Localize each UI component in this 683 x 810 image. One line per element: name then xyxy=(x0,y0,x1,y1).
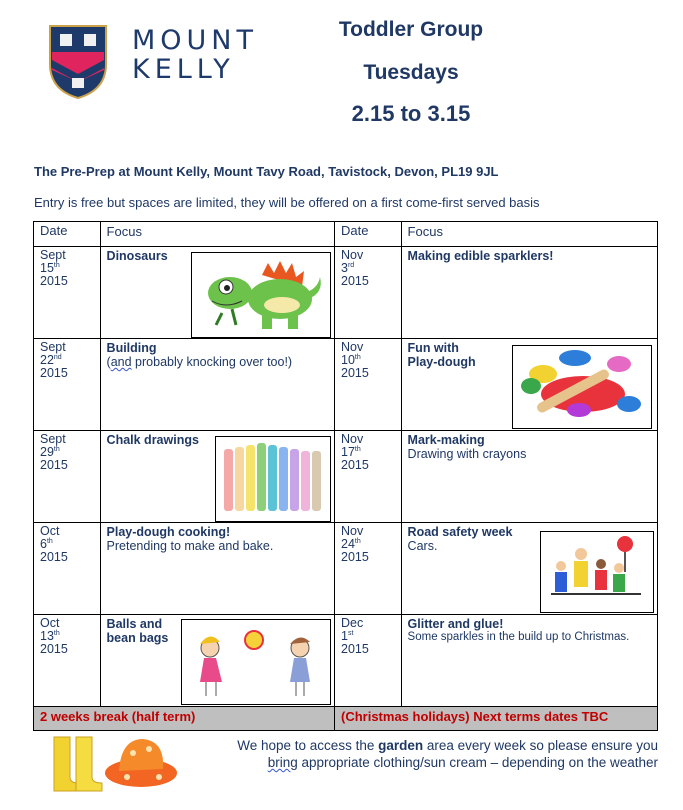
date-month: Oct xyxy=(40,524,60,538)
boots-image xyxy=(48,733,108,798)
date-cell xyxy=(335,339,402,431)
playdough-image xyxy=(512,345,652,429)
focus-note: Cars. xyxy=(407,539,438,553)
dinosaur-image xyxy=(191,252,331,338)
page-title: Toddler Group xyxy=(338,18,484,41)
focus-title: Balls and xyxy=(106,617,163,631)
date-day: 17th xyxy=(341,445,361,459)
schedule-table xyxy=(33,221,658,731)
date-year: 2015 xyxy=(40,274,68,288)
focus-cell xyxy=(401,247,657,339)
date-year: 2015 xyxy=(40,550,68,564)
focus-title-2: bean bags xyxy=(106,631,169,645)
focus-cell xyxy=(100,615,334,707)
logo-line2: KELLY xyxy=(132,54,235,85)
col-header-date-2: Date xyxy=(335,222,402,247)
sun-hat-image xyxy=(103,733,179,794)
focus-title: Fun with xyxy=(407,341,459,355)
date-year: 2015 xyxy=(40,366,68,380)
date-month: Nov xyxy=(341,248,364,262)
date-month: Nov xyxy=(341,340,364,354)
table-row xyxy=(34,431,658,523)
focus-title: Dinosaurs xyxy=(106,249,168,263)
date-month: Sept xyxy=(40,340,66,354)
road-safety-image xyxy=(540,531,654,613)
date-month: Nov xyxy=(341,432,364,446)
table-row xyxy=(34,523,658,615)
half-term-note: 2 weeks break (half term) xyxy=(34,707,335,731)
focus-title: Mark-making xyxy=(407,433,485,447)
date-cell xyxy=(34,615,101,707)
holidays-note: (Christmas holidays) Next terms dates TBC xyxy=(335,707,658,731)
date-day: 15th xyxy=(40,261,60,275)
date-cell xyxy=(335,431,402,523)
focus-title: Building xyxy=(106,341,157,355)
focus-cell xyxy=(401,523,657,615)
crest-icon xyxy=(48,24,108,100)
focus-title-2: Play-dough xyxy=(407,355,476,369)
date-day: 13th xyxy=(40,629,60,643)
date-month: Dec xyxy=(341,616,364,630)
focus-title: Glitter and glue! xyxy=(407,617,504,631)
chalk-image xyxy=(215,436,331,522)
date-month: Sept xyxy=(40,432,66,446)
date-day: 6th xyxy=(40,537,53,551)
focus-title: Road safety week xyxy=(407,525,513,539)
focus-cell xyxy=(100,339,334,431)
focus-title: Making edible sparklers! xyxy=(407,249,554,263)
date-year: 2015 xyxy=(341,550,369,564)
school-logo xyxy=(48,24,258,100)
focus-cell xyxy=(100,431,334,523)
focus-note: Some sparkles in the build up to Christmas. xyxy=(407,631,630,643)
col-header-date: Date xyxy=(34,222,101,247)
table-footer-row xyxy=(34,707,658,731)
date-day: 3rd xyxy=(341,261,355,275)
date-year: 2015 xyxy=(341,458,369,472)
date-year: 2015 xyxy=(341,366,369,380)
focus-note: (and probably knocking over too!) xyxy=(106,355,293,369)
focus-title: Play-dough cooking! xyxy=(106,525,231,539)
date-month: Nov xyxy=(341,524,364,538)
garden-note: We hope to access the garden area every week so please ensure you bring appropriate clothing/sun cream – depending on the weather xyxy=(237,738,658,770)
date-month: Oct xyxy=(40,616,60,630)
date-month: Sept xyxy=(40,248,66,262)
logo-line1: MOUNT xyxy=(132,25,258,56)
focus-cell xyxy=(401,431,657,523)
page-time: 2.15 to 3.15 xyxy=(351,101,471,126)
date-day: 24th xyxy=(341,537,361,551)
date-cell xyxy=(335,615,402,707)
date-day: 10th xyxy=(341,353,361,367)
focus-cell xyxy=(100,247,334,339)
date-cell xyxy=(335,523,402,615)
table-row xyxy=(34,615,658,707)
table-row xyxy=(34,339,658,431)
entry-note: Entry is free but spaces are limited, they will be offered on a first come-first served basis xyxy=(34,195,540,210)
date-day: 1st xyxy=(341,629,354,643)
focus-note: Drawing with crayons xyxy=(407,447,527,461)
date-day: 22nd xyxy=(40,353,62,367)
table-row xyxy=(34,247,658,339)
col-header-focus-2: Focus xyxy=(401,222,657,247)
page-day: Tuesdays xyxy=(363,61,459,84)
focus-title: Chalk drawings xyxy=(106,433,199,447)
focus-cell xyxy=(100,523,334,615)
date-year: 2015 xyxy=(40,642,68,656)
balls-image xyxy=(181,619,331,705)
focus-note: Pretending to make and bake. xyxy=(106,539,274,553)
focus-cell xyxy=(401,339,657,431)
date-year: 2015 xyxy=(40,458,68,472)
table-header-row xyxy=(34,222,658,247)
date-year: 2015 xyxy=(341,642,369,656)
focus-cell xyxy=(401,615,657,707)
date-cell xyxy=(34,431,101,523)
date-cell xyxy=(335,247,402,339)
date-cell xyxy=(34,339,101,431)
date-year: 2015 xyxy=(341,274,369,288)
col-header-focus: Focus xyxy=(100,222,334,247)
date-cell xyxy=(34,523,101,615)
date-day: 29th xyxy=(40,445,60,459)
address: The Pre-Prep at Mount Kelly, Mount Tavy Road, Tavistock, Devon, PL19 9JL xyxy=(34,164,499,179)
date-cell xyxy=(34,247,101,339)
